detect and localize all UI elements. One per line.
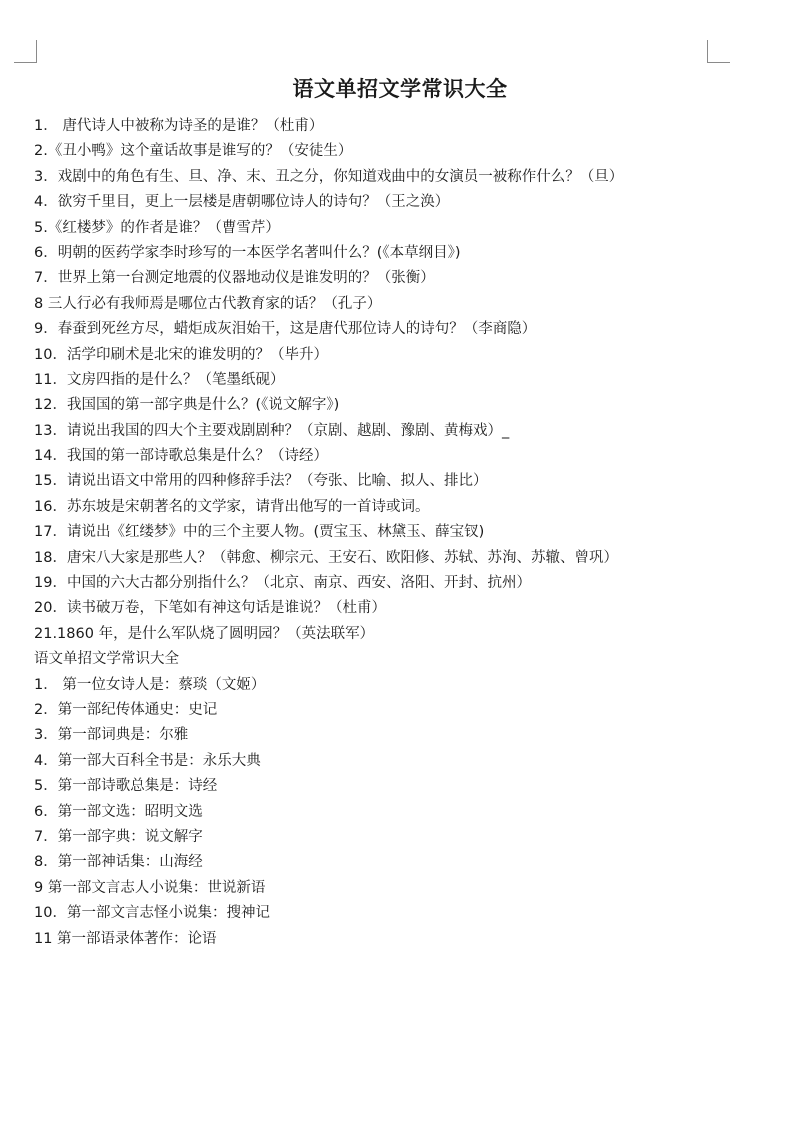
- qa-line: 8 三人行必有我师焉是哪位古代教育家的话？（孔子）: [34, 295, 382, 312]
- qa-line: 5.《红楼梦》的作者是谁？（曹雪芹）: [34, 219, 280, 236]
- qa-line: 2.《丑小鸭》这个童话故事是谁写的？（安徒生）: [34, 143, 353, 160]
- qa-line: 10．活学印刷术是北宋的谁发明的？（毕升）: [34, 346, 328, 363]
- firsts-line: 2．第一部纪传体通史：史记: [34, 701, 218, 718]
- crop-mark-top-right: [707, 40, 730, 63]
- qa-line: 6．明朝的医药学家李时珍写的一本医学名著叫什么？(《本草纲目》): [34, 244, 461, 261]
- qa-line: 18．唐宋八大家是那些人？（韩愈、柳宗元、王安石、欧阳修、苏轼、苏洵、苏辙、曾巩）: [34, 549, 618, 566]
- crop-mark-top-left: [14, 40, 37, 63]
- firsts-line: 3．第一部词典是：尔雅: [34, 727, 189, 744]
- qa-line: 11．文房四指的是什么？（笔墨纸砚）: [34, 371, 285, 388]
- qa-line: 13．请说出我国的四大个主要戏剧剧种？（京剧、越剧、豫剧、黄梅戏）_: [34, 422, 510, 439]
- document-title: 语文单招文学常识大全: [292, 76, 508, 101]
- section-subtitle: 语文单招文学常识大全: [34, 651, 179, 668]
- qa-line: 16．苏东坡是宋朝著名的文学家，请背出他写的一首诗或词。: [34, 498, 430, 515]
- qa-line: 9．春蚕到死丝方尽，蜡炬成灰泪始干，这是唐代那位诗人的诗句？（李商隐）: [34, 321, 537, 338]
- qa-line: 20．读书破万卷，下笔如有神这句话是谁说？（杜甫）: [34, 600, 386, 617]
- qa-line: 3．戏剧中的角色有生、旦、净、末、丑之分，你知道戏曲中的女演员一被称作什么？（旦）: [34, 168, 624, 185]
- firsts-line: 11 第一部语录体著作：论语: [34, 930, 217, 947]
- qa-line: 19．中国的六大古都分别指什么？（北京、南京、西安、洛阳、开封、抗州）: [34, 575, 531, 592]
- qa-line: 1． 唐代诗人中被称为诗圣的是谁？（杜甫）: [34, 118, 324, 134]
- document-body: [34, 114, 764, 952]
- qa-line: 12．我国国的第一部字典是什么？(《说文解字》): [34, 397, 340, 414]
- qa-line: 7．世界上第一台测定地震的仪器地动仪是谁发明的？（张衡）: [34, 270, 435, 287]
- qa-line: 15．请说出语文中常用的四种修辞手法？（夸张、比喻、拟人、排比）: [34, 473, 488, 490]
- qa-line: 21.1860 年，是什么军队烧了圆明园？（英法联军）: [34, 625, 375, 642]
- firsts-line: 5．第一部诗歌总集是：诗经: [34, 778, 218, 795]
- qa-line: 17．请说出《红缕梦》中的三个主要人物。(贾宝玉、林黛玉、薛宝钗): [34, 524, 485, 541]
- qa-line: 14．我国的第一部诗歌总集是什么？（诗经）: [34, 448, 328, 465]
- firsts-line: 9 第一部文言志人小说集：世说新语: [34, 879, 266, 896]
- firsts-line: 1． 第一位女诗人是：蔡琰（文姬）: [34, 676, 266, 693]
- firsts-line: 10．第一部文言志怪小说集：搜神记: [34, 905, 270, 922]
- qa-line: 4．欲穷千里目，更上一层楼是唐朝哪位诗人的诗句？（王之涣）: [34, 194, 450, 211]
- firsts-line: 7．第一部字典：说文解字: [34, 828, 203, 845]
- firsts-line: 6．第一部文选：昭明文选: [34, 803, 203, 820]
- firsts-line: 4．第一部大百科全书是：永乐大典: [34, 752, 261, 769]
- firsts-line: 8．第一部神话集：山海经: [34, 854, 203, 871]
